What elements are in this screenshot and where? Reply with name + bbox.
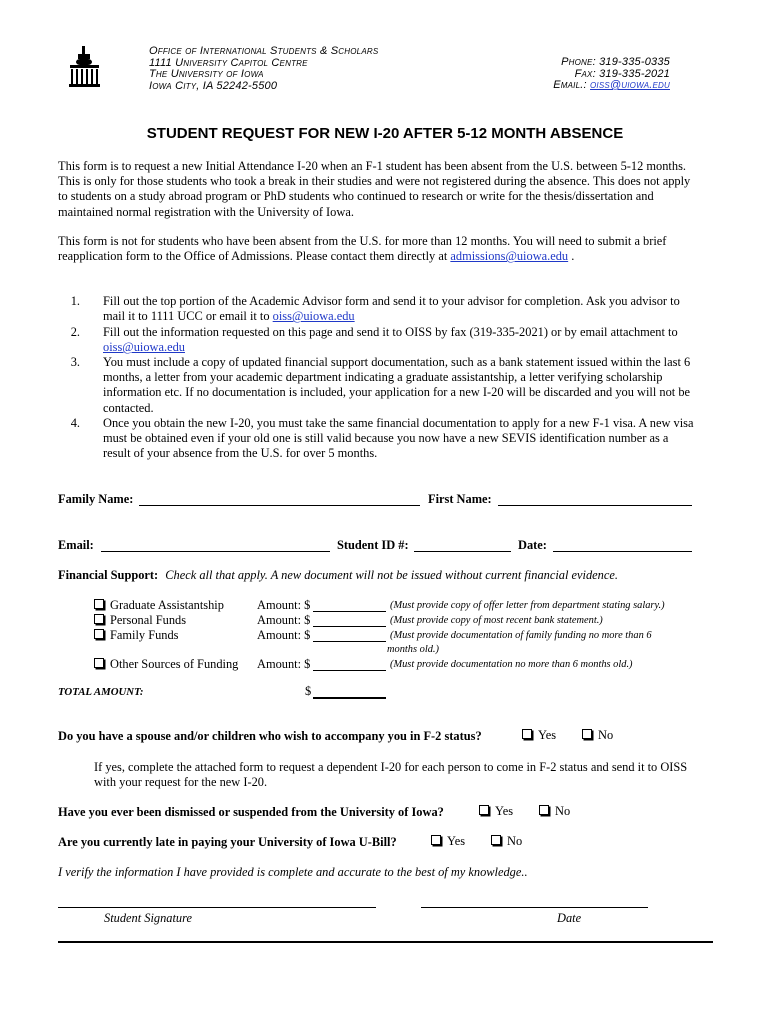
email-line [553,80,670,92]
instruction-2 [58,325,758,356]
instruction-number: 1. [70,294,80,308]
student-signature-input[interactable] [58,907,376,908]
first-name-input[interactable] [498,505,692,506]
verification-statement: I verify the information I have provided is complete and accurate to the best of my knowledge.. [58,865,528,879]
signature-date-input[interactable] [421,907,648,908]
amount-input[interactable] [313,626,386,627]
yes-label: Yes [538,728,557,742]
address-line: 1111 University Capitol Centre [149,56,308,69]
university-logo [68,46,102,90]
intro-text: reapplication form to the Office of Admissions. Please contact them directly at [58,249,451,264]
checkbox[interactable] [94,599,104,609]
admissions-email-link[interactable]: admissions@uiowa.edu [450,249,569,264]
spouse-no-option[interactable] [582,728,613,743]
instruction-line: must be obtained even if your old one is still valid because you now have a new SEVIS identification number as a [103,431,669,446]
financial-support-label: Financial Support: [58,568,159,582]
fax: Fax: 319-335-2021 [574,67,670,80]
oiss-email-link[interactable]: oiss@uiowa.edu [103,340,185,355]
funding-option-family-funds[interactable] [94,628,179,643]
no-label: No [507,834,523,848]
yes-label: Yes [447,834,466,848]
contact-info [553,57,670,92]
checkbox[interactable] [522,729,532,739]
funding-note: (Must provide documentation of family funding no more than 6 [390,630,652,641]
total-amount-label: TOTAL AMOUNT: [58,686,144,698]
funding-note-continued: months old.) [387,644,439,655]
student-id-input[interactable] [414,551,511,552]
instruction-line: months, a letter from your academic department indicating a graduate assistantship, a letter verifying scholarship [103,370,663,385]
spouse-followup [94,760,734,790]
office-name: Office of International Students & Scholars [149,45,379,57]
phone: Phone: 319-335-0335 [561,56,670,68]
instruction-1 [58,294,758,325]
ubill-question: Are you currently late in paying your University of Iowa U-Bill? [58,835,397,849]
instruction-number: 2. [70,325,80,339]
date-input[interactable] [553,551,692,552]
amount-label: Amount: $ [257,657,311,671]
financial-support-heading [58,568,618,583]
oiss-email-link[interactable]: oiss@uiowa.edu [272,309,355,324]
checkbox[interactable] [491,835,501,845]
spouse-yes-option[interactable] [522,728,556,743]
amount-label: Amount: $ [257,628,311,642]
dismissed-no-option[interactable] [539,804,570,819]
intro-paragraph-2 [58,234,728,264]
instruction-line: Fill out the information requested on this page and send it to OISS by fax (319-335-2021) or by email attachment to [103,325,678,339]
total-amount-input[interactable] [313,697,386,699]
amount-input[interactable] [313,670,386,671]
intro-line [58,249,728,264]
amount-input[interactable] [313,611,386,612]
ubill-yes-option[interactable] [431,834,465,849]
instruction-line: Fill out the top portion of the Academic Advisor form and send it to your advisor for completion. Ask you advisor to [103,294,680,308]
instruction-number: 3. [70,355,80,369]
intro-line: to students on a study abroad program or PhD students who continued to research or write for the thesis/dissertation and [58,189,654,204]
total-dollar-sign: $ [305,684,312,698]
financial-support-instruction: Check all that apply. A new document will not be issued without current financial evidence. [165,568,618,582]
amount-label: Amount: $ [257,613,311,627]
signature-date-label: Date [557,911,582,925]
intro-line: This is only for those students who took a break in their studies and were not registered during the absence. This does not apply [58,174,691,189]
funding-note: (Must provide documentation no more than 6 months old.) [390,659,633,670]
no-label: No [598,728,614,742]
bottom-rule [58,941,713,943]
spouse-question: Do you have a spouse and/or children who wish to accompany you in F-2 status? [58,729,482,743]
dismissed-yes-option[interactable] [479,804,513,819]
funding-option-label: Other Sources of Funding [110,657,239,671]
instruction-line [103,340,713,355]
instruction-line: contacted. [103,400,154,415]
funding-option-other-sources[interactable] [94,657,238,672]
intro-line: maintained normal registration with the University of Iowa. [58,204,354,219]
funding-option-label: Family Funds [110,628,179,642]
instruction-line: You must include a copy of updated financial support documentation, such as a bank statement issued within the last 6 [103,355,691,369]
date-label: Date: [518,538,547,552]
instruction-number: 4. [70,416,80,430]
checkbox[interactable] [94,614,104,624]
funding-option-personal-funds[interactable] [94,613,186,628]
family-name-label: Family Name: [58,492,134,506]
funding-option-label: Personal Funds [110,613,187,627]
intro-line: This form is to request a new Initial Attendance I-20 when an F-1 student has been absent from the U.S. between 5-12 months. [58,159,686,173]
instruction-3 [58,355,758,416]
student-id-label: Student ID #: [337,538,409,552]
instruction-text: mail it to 1111 UCC or email it to [103,309,273,324]
checkbox[interactable] [479,805,489,815]
page-title: STUDENT REQUEST FOR NEW I-20 AFTER 5-12 MONTH ABSENCE [146,125,624,142]
funding-note: (Must provide copy of offer letter from department stating salary.) [390,600,665,611]
email-label: Email.: [553,79,587,91]
university-name: The University of Iowa [149,68,264,80]
followup-line: If yes, complete the attached form to request a dependent I-20 for each person to come in F-2 status and send it to OISS [94,760,688,774]
funding-note: (Must provide copy of most recent bank statement.) [390,615,603,626]
amount-label: Amount: $ [257,598,311,612]
intro-paragraph-1 [58,159,728,220]
checkbox[interactable] [431,835,441,845]
yes-label: Yes [495,804,514,818]
checkbox[interactable] [539,805,549,815]
followup-line: with your request for the new I-20. [94,775,268,790]
ubill-no-option[interactable] [491,834,522,849]
instruction-4 [58,416,758,462]
no-label: No [555,804,571,818]
instruction-line [103,309,713,324]
student-signature-label: Student Signature [104,911,192,925]
oiss-email-link[interactable]: oiss@uiowa.edu [590,79,670,91]
city-line: Iowa City, IA 52242-5500 [149,79,278,92]
office-address [149,46,378,92]
funding-option-label: Graduate Assistantship [110,598,224,612]
first-name-label: First Name: [428,492,492,506]
intro-line: This form is not for students who have been absent from the U.S. for more than 12 months. You will need to submit a brief [58,234,667,248]
email-label: Email: [58,538,94,552]
checkbox[interactable] [94,658,104,668]
instruction-line: information etc. If no documentation is included, your application for a new I-20 will be discarded and you will not be [103,385,691,400]
checkbox[interactable] [582,729,592,739]
dismissed-question: Have you ever been dismissed or suspended from the University of Iowa? [58,805,444,819]
email-input[interactable] [101,551,330,552]
instruction-line: result of your absence from the U.S. for over 5 months. [103,446,378,461]
family-name-input[interactable] [139,505,420,506]
instruction-line: Once you obtain the new I-20, you must take the same financial documentation to apply for a new F-1 visa. A new visa [103,416,694,430]
funding-option-graduate-assistantship[interactable] [94,598,224,613]
intro-text: . [568,249,575,264]
checkbox[interactable] [94,629,104,639]
amount-input[interactable] [313,641,386,642]
